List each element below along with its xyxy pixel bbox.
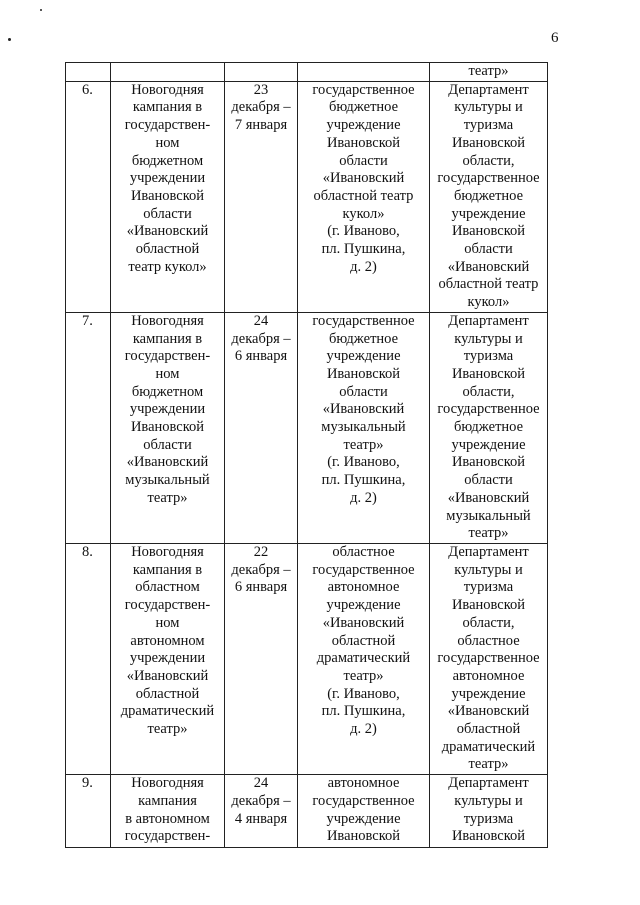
event-text: Новогодняя кампания в государствен- ном бюджетном учреждении Ивановской области «Ивановский музыкальный театр» bbox=[124, 312, 211, 506]
events-table bbox=[65, 62, 548, 848]
location-cell bbox=[298, 63, 430, 82]
row-number-text: 8. bbox=[82, 543, 93, 560]
event-cell bbox=[111, 543, 225, 774]
organizers-cell bbox=[430, 543, 548, 774]
event-cell bbox=[111, 312, 225, 543]
location-text: автономное государственное учреждение Ивановской bbox=[312, 775, 415, 845]
table-row bbox=[66, 81, 548, 312]
row-number bbox=[66, 312, 111, 543]
location-text: областное государственное автономное учреждение «Ивановский областной драматический театр» (г. Иваново, пл. Пушкина, д. 2) bbox=[312, 543, 415, 738]
scan-speck bbox=[8, 38, 11, 41]
location-cell bbox=[298, 81, 430, 312]
organizers-text: Департамент культуры и туризма Ивановской bbox=[448, 775, 529, 845]
row-number-text: 6. bbox=[82, 81, 93, 98]
dates-cell bbox=[225, 63, 298, 82]
event-text: Новогодняя кампания в областном государствен- ном автономном учреждении «Ивановский областной драматический театр» bbox=[120, 543, 215, 738]
row-number bbox=[66, 81, 111, 312]
row-number-text: 7. bbox=[82, 312, 93, 329]
dates-cell bbox=[225, 775, 298, 848]
event-cell bbox=[111, 81, 225, 312]
organizers-cell bbox=[430, 63, 548, 82]
row-number bbox=[66, 63, 111, 82]
dates-text: 24 декабря – 6 января bbox=[231, 312, 291, 365]
dates-cell bbox=[225, 81, 298, 312]
dates-cell bbox=[225, 312, 298, 543]
table-row bbox=[66, 312, 548, 543]
organizers-cell bbox=[430, 312, 548, 543]
table-row bbox=[66, 775, 548, 848]
organizers-text: Департамент культуры и туризма Ивановской области, государственное бюджетное учреждение Ивановской области «Ивановский областной театр кукол» bbox=[437, 81, 540, 311]
dates-text: 23 декабря – 7 января bbox=[231, 81, 291, 134]
row-number-text: 9. bbox=[82, 775, 93, 792]
location-cell bbox=[298, 775, 430, 848]
location-text: государственное бюджетное учреждение Ивановской области «Ивановский музыкальный театр» (г. Иваново, пл. Пушкина, д. 2) bbox=[312, 312, 415, 506]
organizers-text: театр» bbox=[468, 63, 509, 79]
table-row bbox=[66, 543, 548, 774]
organizers-cell bbox=[430, 81, 548, 312]
location-cell bbox=[298, 312, 430, 543]
dates-cell bbox=[225, 543, 298, 774]
event-text: Новогодняя кампания в автономном государствен- bbox=[124, 775, 211, 845]
row-number bbox=[66, 543, 111, 774]
organizers-cell bbox=[430, 775, 548, 848]
organizers-text: Департамент культуры и туризма Ивановской области, областное государственное автономное учреждение «Ивановский областной драматический театр» bbox=[437, 543, 540, 773]
row-number bbox=[66, 775, 111, 848]
event-cell bbox=[111, 775, 225, 848]
dates-text: 22 декабря – 6 января bbox=[231, 543, 291, 596]
event-text: Новогодняя кампания в государствен- ном бюджетном учреждении Ивановской области «Ивановский областной театр кукол» bbox=[124, 81, 211, 275]
dates-text: 24 декабря – 4 января bbox=[231, 775, 291, 827]
page-number: 6 bbox=[551, 30, 559, 46]
event-cell bbox=[111, 63, 225, 82]
table-row bbox=[66, 63, 548, 82]
scan-speck bbox=[40, 9, 42, 11]
location-cell bbox=[298, 543, 430, 774]
organizers-text: Департамент культуры и туризма Ивановской области, государственное бюджетное учреждение Ивановской области «Ивановский музыкальный театр» bbox=[437, 312, 540, 542]
location-text: государственное бюджетное учреждение Ивановской области «Ивановский областной театр кукол» (г. Иваново, пл. Пушкина, д. 2) bbox=[312, 81, 415, 275]
